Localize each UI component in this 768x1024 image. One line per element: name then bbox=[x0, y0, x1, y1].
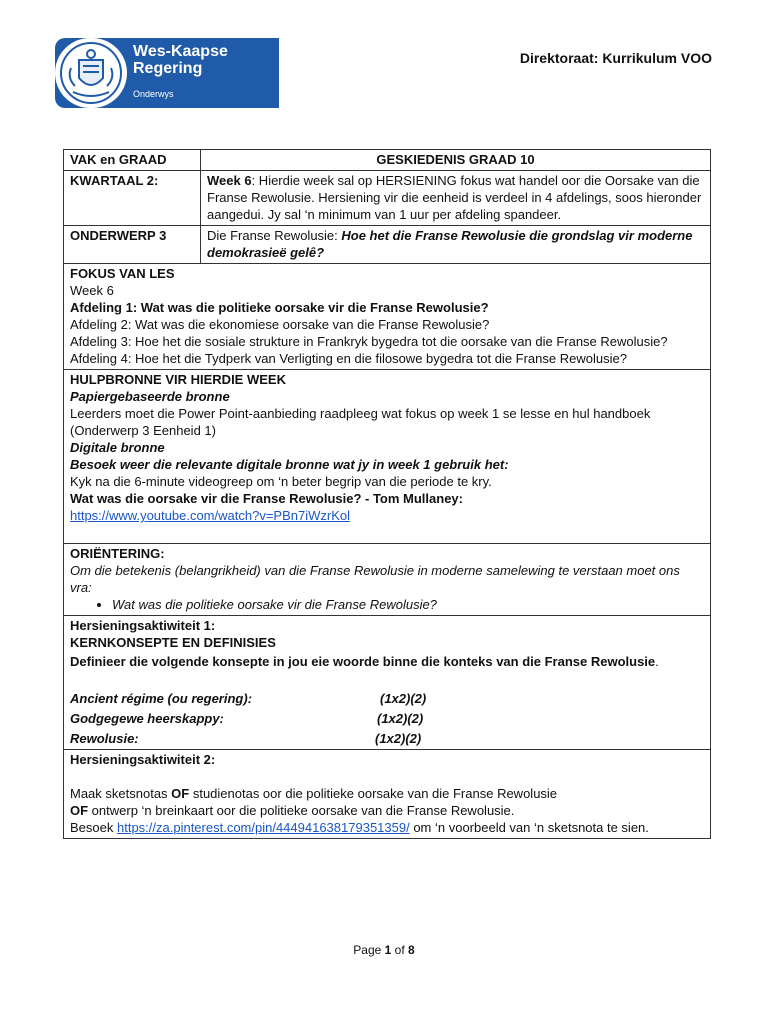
aktiwiteit2-line1 bbox=[70, 785, 704, 802]
topic-description bbox=[201, 226, 711, 264]
page-total: 8 bbox=[408, 943, 415, 957]
line1-post: studienotas oor die politieke oorsake van die Franse Rewolusie bbox=[189, 786, 558, 801]
digital-resources-instruction: Besoek weer die relevante digitale bronne wat jy in week 1 gebruik het: bbox=[70, 457, 509, 472]
concept-marks: (1x2)(2) bbox=[380, 691, 427, 706]
orientering-title: ORIËNTERING: bbox=[70, 546, 165, 561]
table-row bbox=[64, 226, 711, 264]
video-text: Kyk na die 6-minute videogreep om ‘n beter begrip van die periode te kry. bbox=[70, 474, 492, 489]
week-text: : Hierdie week sal op HERSIENING fokus wat handel oor die Oorsake van die Franse Rewolusie. Hersiening vir die eenheid is verdeel in 4 afdelings, soos hieronder aangedui. Jy sal ‘n minimum van 1 uur per afdeling spandeer. bbox=[207, 173, 702, 222]
video-title: Wat was die oorsake vir die Franse Rewolusie? - Tom Mullaney: bbox=[70, 491, 463, 506]
table-row bbox=[64, 616, 711, 750]
department-title: Direktoraat: Kurrikulum VOO bbox=[519, 50, 712, 66]
aktiwiteit1-subtitle: KERNKONSEPTE EN DEFINISIES bbox=[70, 635, 276, 650]
aktiwiteit2-line3 bbox=[70, 819, 704, 836]
label-kwartaal: KWARTAAL 2: bbox=[64, 171, 201, 226]
logo-subtitle: Onderwys bbox=[133, 89, 174, 99]
paper-resources-heading: Papiergebaseerde bronne bbox=[70, 389, 230, 404]
concept-term: Ancient régime (ou regering): bbox=[70, 691, 253, 706]
spacer bbox=[70, 524, 704, 541]
orientering-section bbox=[64, 544, 711, 616]
subject-grade: GESKIEDENIS GRAAD 10 bbox=[201, 150, 711, 171]
digital-resources-heading: Digitale bronne bbox=[70, 440, 165, 455]
logo-title-line2: Regering bbox=[133, 60, 203, 77]
table-row bbox=[64, 264, 711, 370]
table-row bbox=[64, 370, 711, 544]
concept-term: Godgegewe heerskappy: bbox=[70, 711, 224, 726]
aktiwiteit1-section bbox=[64, 616, 711, 750]
fokus-item-2: Afdeling 2: Wat was die ekonomiese oorsake van die Franse Rewolusie? bbox=[70, 317, 490, 332]
fokus-section bbox=[64, 264, 711, 370]
aktiwiteit1-period: . bbox=[655, 654, 659, 669]
page-word: Page bbox=[353, 943, 382, 957]
hulpbronne-section bbox=[64, 370, 711, 544]
topic-question: Hoe het die Franse Rewolusie die grondslag vir moderne demokrasieë gelê? bbox=[207, 228, 693, 260]
logo-title-line1: Wes-Kaapse bbox=[133, 43, 228, 60]
page-current: 1 bbox=[384, 943, 392, 957]
page-footer bbox=[0, 943, 768, 957]
fokus-item-4: Afdeling 4: Hoe het die Tydperk van Verligting en die filosowe bygedra tot die Franse Rewolusie? bbox=[70, 351, 627, 366]
aktiwiteit1-instruction: Definieer die volgende konsepte in jou eie woorde binne die konteks van die Franse Rewolusie bbox=[70, 654, 656, 669]
line3-post: om ‘n voorbeeld van ‘n sketsnota te sien. bbox=[409, 820, 649, 835]
fokus-week: Week 6 bbox=[70, 283, 114, 298]
line2-post: ontwerp ‘n breinkaart oor die politieke oorsake van die Franse Rewolusie. bbox=[88, 803, 515, 818]
week-label: Week 6 bbox=[207, 173, 252, 188]
aktiwiteit1-title: Hersieningsaktiwiteit 1: bbox=[70, 618, 216, 633]
aktiwiteit2-line2 bbox=[70, 802, 704, 819]
concept-marks: (1x2)(2) bbox=[377, 711, 424, 726]
orientering-intro: Om die betekenis (belangrikheid) van die Franse Rewolusie in moderne samelewing te verstaan moet ons vra: bbox=[70, 563, 680, 595]
line3-pre: Besoek bbox=[70, 820, 117, 835]
line1-pre: Maak sketsnotas bbox=[70, 786, 172, 801]
fokus-item-3: Afdeling 3: Hoe het die sosiale strukture in Frankryk bygedra tot die oorsake van die Franse Rewolusie? bbox=[70, 334, 668, 349]
label-onderwerp: ONDERWERP 3 bbox=[64, 226, 201, 264]
fokus-item-1: Afdeling 1: Wat was die politieke oorsake vir die Franse Rewolusie? bbox=[70, 300, 489, 315]
line2-of: OF bbox=[70, 803, 89, 818]
list-item: • Wat was die politieke oorsake vir die Franse Rewolusie? bbox=[112, 596, 704, 613]
table-row bbox=[64, 150, 711, 171]
concept-marks: (1x2)(2) bbox=[375, 731, 422, 746]
of-word: of bbox=[394, 943, 405, 957]
table-row bbox=[64, 544, 711, 616]
wcg-logo bbox=[55, 38, 279, 108]
concept-row bbox=[70, 727, 704, 747]
spacer bbox=[70, 768, 704, 785]
kwartaal-description bbox=[201, 171, 711, 226]
youtube-link[interactable]: https://www.youtube.com/watch?v=PBn7iWzrKol bbox=[70, 508, 350, 523]
pinterest-link[interactable]: https://za.pinterest.com/pin/444941638179351359/ bbox=[116, 820, 410, 835]
aktiwiteit2-section bbox=[64, 750, 711, 839]
table-row bbox=[64, 171, 711, 226]
line1-of: OF bbox=[171, 786, 190, 801]
lesson-table bbox=[63, 149, 711, 839]
hulpbronne-title: HULPBRONNE VIR HIERDIE WEEK bbox=[70, 372, 286, 387]
coat-of-arms-icon bbox=[55, 38, 127, 108]
concept-term: Rewolusie: bbox=[70, 731, 139, 746]
label-vak-en-graad: VAK en GRAAD bbox=[64, 150, 201, 171]
fokus-title: FOKUS VAN LES bbox=[70, 266, 175, 281]
table-row bbox=[64, 750, 711, 839]
aktiwiteit1-instruction-wrap bbox=[70, 651, 704, 670]
logo-title bbox=[133, 43, 273, 77]
orientering-list bbox=[70, 596, 704, 613]
paper-resources-text: Leerders moet die Power Point-aanbieding raadpleeg wat fokus op week 1 se lesse en hul handboek (Onderwerp 3 Eenheid 1) bbox=[70, 406, 651, 438]
aktiwiteit2-title: Hersieningsaktiwiteit 2: bbox=[70, 752, 216, 767]
concept-row bbox=[70, 707, 704, 727]
spacer bbox=[70, 670, 704, 687]
topic-prefix: Die Franse Rewolusie: bbox=[207, 228, 342, 243]
concept-row bbox=[70, 687, 704, 707]
